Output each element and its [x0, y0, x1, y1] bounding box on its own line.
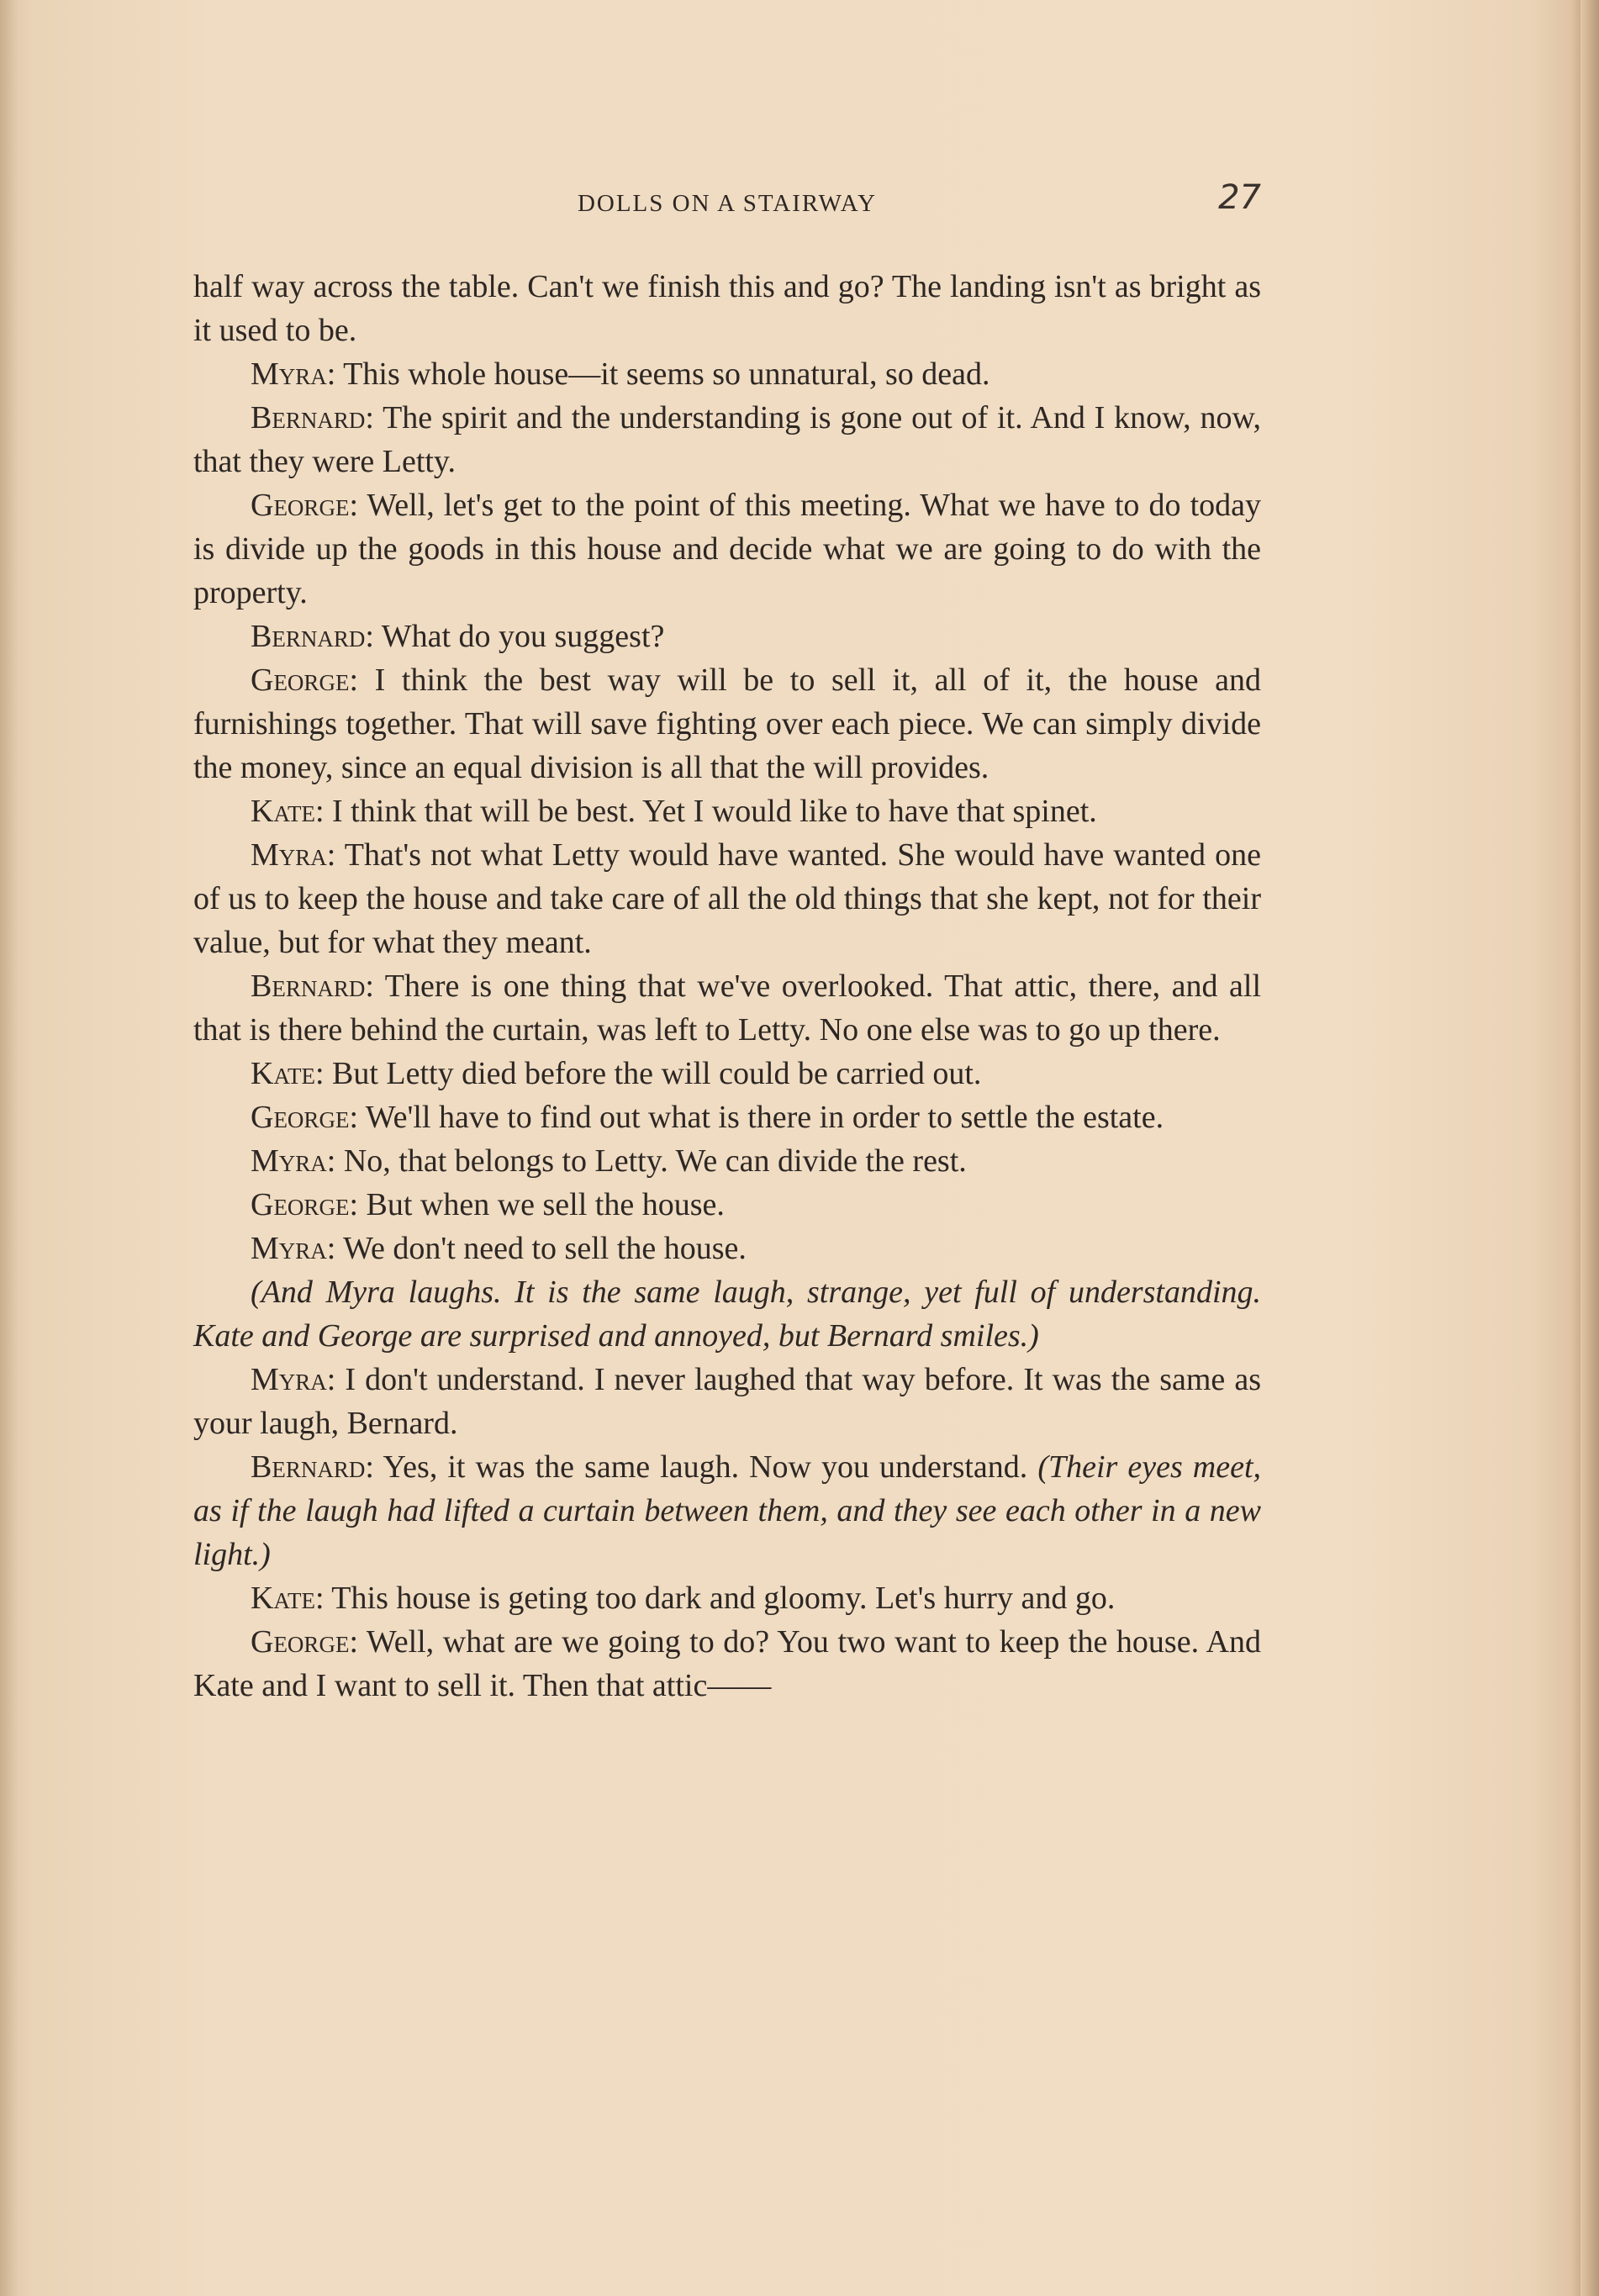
paragraph: [193, 352, 1261, 396]
speaker-name: Kate: [251, 794, 315, 829]
speaker-name: George: [251, 1187, 350, 1222]
paragraph: [193, 1183, 1261, 1227]
paragraph: [193, 1139, 1261, 1183]
paragraph: [193, 1576, 1261, 1620]
dialogue-text: : I don't understand. I never laughed that way before. It was the same as your laugh, Bernard.: [193, 1362, 1261, 1441]
paragraph: [193, 658, 1261, 789]
body-text: [193, 265, 1261, 1707]
dialogue-text: : This whole house—it seems so unnatural, so dead.: [326, 356, 990, 392]
dialogue-text: : We'll have to find out what is there in order to settle the estate.: [349, 1100, 1164, 1135]
dialogue-text: : I think the best way will be to sell it, all of it, the house and furnishings together. That will save fighting over each piece. We can simply divide the money, since an equal division is all that the will provides.: [193, 662, 1261, 785]
speaker-name: Myra: [251, 1143, 327, 1179]
paragraph: [193, 789, 1261, 833]
paragraph: [193, 483, 1261, 615]
paragraph: [193, 615, 1261, 658]
dialogue-text: : Well, what are we going to do? You two want to keep the house. And Kate and I want to sell it. Then that attic——: [193, 1624, 1261, 1703]
stage-direction-text: (And Myra laughs. It is the same laugh, strange, yet full of understanding. Kate and George are surprised and annoyed, but Bernard smiles.): [193, 1275, 1261, 1354]
speaker-name: Bernard: [251, 400, 366, 435]
dialogue-text: : There is one thing that we've overlooked. That attic, there, and all that is there behind the curtain, was left to Letty. No one else was to go up there.: [193, 969, 1261, 1048]
speaker-name: Bernard: [251, 969, 366, 1004]
dialogue-text: : The spirit and the understanding is gone out of it. And I know, now, that they were Letty.: [193, 400, 1261, 479]
speaker-name: Bernard: [251, 619, 366, 654]
speaker-name: George: [251, 662, 350, 698]
dialogue-text: : What do you suggest?: [365, 619, 665, 654]
speaker-name: George: [251, 1624, 350, 1660]
paragraph: [193, 1445, 1261, 1576]
page-number: 27: [1218, 178, 1261, 217]
dialogue-text: : No, that belongs to Letty. We can divide the rest.: [326, 1143, 967, 1179]
page-edge: [1581, 0, 1599, 2296]
paragraph: [193, 1227, 1261, 1270]
dialogue-text: : I think that will be best. Yet I would like to have that spinet.: [314, 794, 1097, 829]
speaker-name: George: [251, 488, 350, 523]
dialogue-text: : This house is geting too dark and gloomy. Let's hurry and go.: [314, 1581, 1116, 1616]
speaker-name: Kate: [251, 1581, 315, 1616]
dialogue-text: : But when we sell the house.: [349, 1187, 725, 1222]
speaker-name: Myra: [251, 356, 327, 392]
speaker-name: George: [251, 1100, 350, 1135]
paragraph: [193, 1358, 1261, 1445]
dialogue-text: : We don't need to sell the house.: [326, 1231, 747, 1266]
paragraph: [193, 964, 1261, 1052]
page-header: [193, 178, 1261, 229]
speaker-name: Bernard: [251, 1449, 366, 1485]
dialogue-text: : But Letty died before the will could be carried out.: [314, 1056, 982, 1091]
speaker-name: Myra: [251, 837, 327, 873]
stage-direction-text: (Their eyes meet, as if the laugh had lifted a curtain between them, and they see each other in a new light.): [193, 1449, 1261, 1572]
paragraph: [193, 833, 1261, 964]
page-gutter-shadow: [0, 0, 18, 2296]
dialogue-text: : That's not what Letty would have wanted. She would have wanted one of us to keep the house and take care of all the old things that she kept, not for their value, but for what they meant.: [193, 837, 1261, 960]
speaker-name: Kate: [251, 1056, 315, 1091]
dialogue-text: : Yes, it was the same laugh. Now you understand.: [365, 1449, 1028, 1485]
stage-direction: [193, 1270, 1261, 1358]
paragraph: [193, 1620, 1261, 1707]
paragraph: [193, 1095, 1261, 1139]
paragraph-text: half way across the table. Can't we finish this and go? The landing isn't as bright as it used to be.: [193, 269, 1261, 348]
speaker-name: Myra: [251, 1231, 327, 1266]
dialogue-text: : Well, let's get to the point of this meeting. What we have to do today is divide up the goods in this house and decide what we are going to do with the property.: [193, 488, 1261, 610]
paragraph: [193, 1052, 1261, 1095]
speaker-name: Myra: [251, 1362, 327, 1397]
paragraph: [193, 396, 1261, 483]
running-head: DOLLS ON A STAIRWAY: [577, 190, 878, 217]
paragraph: [193, 265, 1261, 352]
